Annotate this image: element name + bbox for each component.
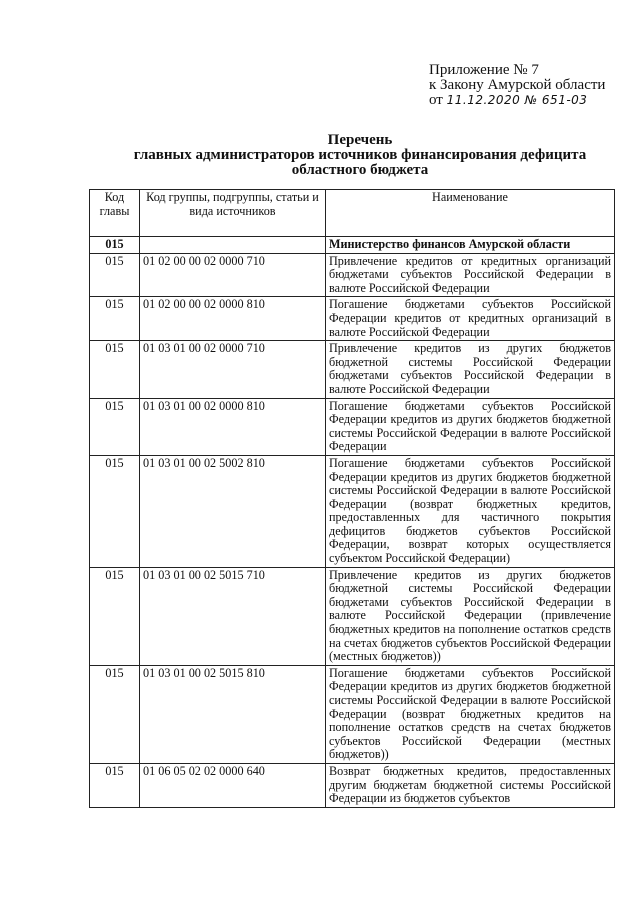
row-chapter-code: 015 [90, 297, 140, 341]
table-row [90, 455, 615, 567]
table-row [90, 398, 615, 455]
row-source-code: 01 03 01 00 02 5015 810 [140, 665, 326, 763]
ministry-code: 015 [90, 237, 140, 254]
ministry-name: Министерство финансов Амурской области [326, 237, 615, 254]
row-source-code: 01 03 01 00 02 5015 710 [140, 567, 326, 665]
title-line-2: главных администраторов источников финансирования дефицита [133, 147, 587, 163]
row-chapter-code: 015 [90, 341, 140, 398]
row-source-code: 01 03 01 00 02 5002 810 [140, 455, 326, 567]
row-source-name: Погашение бюджетами субъектов Российской Федерации кредитов из других бюджетов бюджетной системы Российской Федерации в валюте Российской Федерации [326, 398, 615, 455]
row-chapter-code: 015 [90, 665, 140, 763]
row-source-name: Погашение бюджетами субъектов Российской Федерации кредитов из других бюджетов бюджетной системы Российской Федерации в валюте Российской Федерации (возврат бюджетных кредитов на пополнение остатков средств на счетах бюджетов субъектов Российской Федерации (местных бюджетов)) [326, 665, 615, 763]
row-chapter-code: 015 [90, 455, 140, 567]
header-name: Наименование [326, 190, 615, 237]
ministry-empty-cell [140, 237, 326, 254]
administrators-table [89, 189, 615, 808]
row-source-code: 01 03 01 00 02 0000 710 [140, 341, 326, 398]
row-source-name: Привлечение кредитов из других бюджетов бюджетной системы Российской Федерации бюджетами субъектов Российской Федерации в валюте Российской Федерации (привлечение бюджетных кредитов на пополнение остатков средств на счетах бюджетов субъектов Российской Федерации (местных бюджетов)) [326, 567, 615, 665]
header-group-code: Код группы, подгруппы, статьи и вида источников [140, 190, 326, 237]
appendix-handwritten-date: 11.12.2020 № 651-03 [446, 93, 588, 107]
row-source-name: Погашение бюджетами субъектов Российской Федерации кредитов из других бюджетов бюджетной системы Российской Федерации в валюте Российской Федерации (возврат бюджетных кредитов, предоставленных для частичного покрытия дефицитов бюджетов субъектов Российской Федерации, возврат которых осуществляется субъектом Российской Федерации) [326, 455, 615, 567]
table-row [90, 253, 615, 297]
row-chapter-code: 015 [90, 763, 140, 807]
table-row [90, 763, 615, 807]
table-header-row [90, 190, 615, 237]
row-source-name: Погашение бюджетами субъектов Российской Федерации кредитов от кредитных организаций в валюте Российской Федерации [326, 297, 615, 341]
row-source-code: 01 06 05 02 02 0000 640 [140, 763, 326, 807]
row-chapter-code: 015 [90, 253, 140, 297]
header-chapter-code: Код главы [90, 190, 140, 237]
table-row [90, 567, 615, 665]
document-title [100, 133, 620, 178]
title-line-1: Перечень [327, 132, 393, 148]
row-source-name: Привлечение кредитов из других бюджетов бюджетной системы Российской Федерации бюджетами субъектов Российской Федерации в валюте Российской Федерации [326, 341, 615, 398]
appendix-date-line [429, 93, 605, 108]
title-line-3: областного бюджета [291, 162, 429, 178]
appendix-date-prefix: от [429, 92, 443, 108]
ministry-row [90, 237, 615, 254]
row-source-code: 01 02 00 00 02 0000 810 [140, 297, 326, 341]
row-source-code: 01 03 01 00 02 0000 810 [140, 398, 326, 455]
appendix-header [429, 63, 605, 108]
row-chapter-code: 015 [90, 567, 140, 665]
row-chapter-code: 015 [90, 398, 140, 455]
table-row [90, 665, 615, 763]
row-source-name: Привлечение кредитов от кредитных организаций бюджетами субъектов Российской Федерации в валюте Российской Федерации [326, 253, 615, 297]
appendix-number: Приложение № 7 [429, 62, 539, 78]
appendix-law-reference: к Закону Амурской области [429, 77, 606, 93]
table-row [90, 297, 615, 341]
row-source-name: Возврат бюджетных кредитов, предоставленных другим бюджетам бюджетной системы Российской Федерации из бюджетов субъектов [326, 763, 615, 807]
row-source-code: 01 02 00 00 02 0000 710 [140, 253, 326, 297]
table-row [90, 341, 615, 398]
